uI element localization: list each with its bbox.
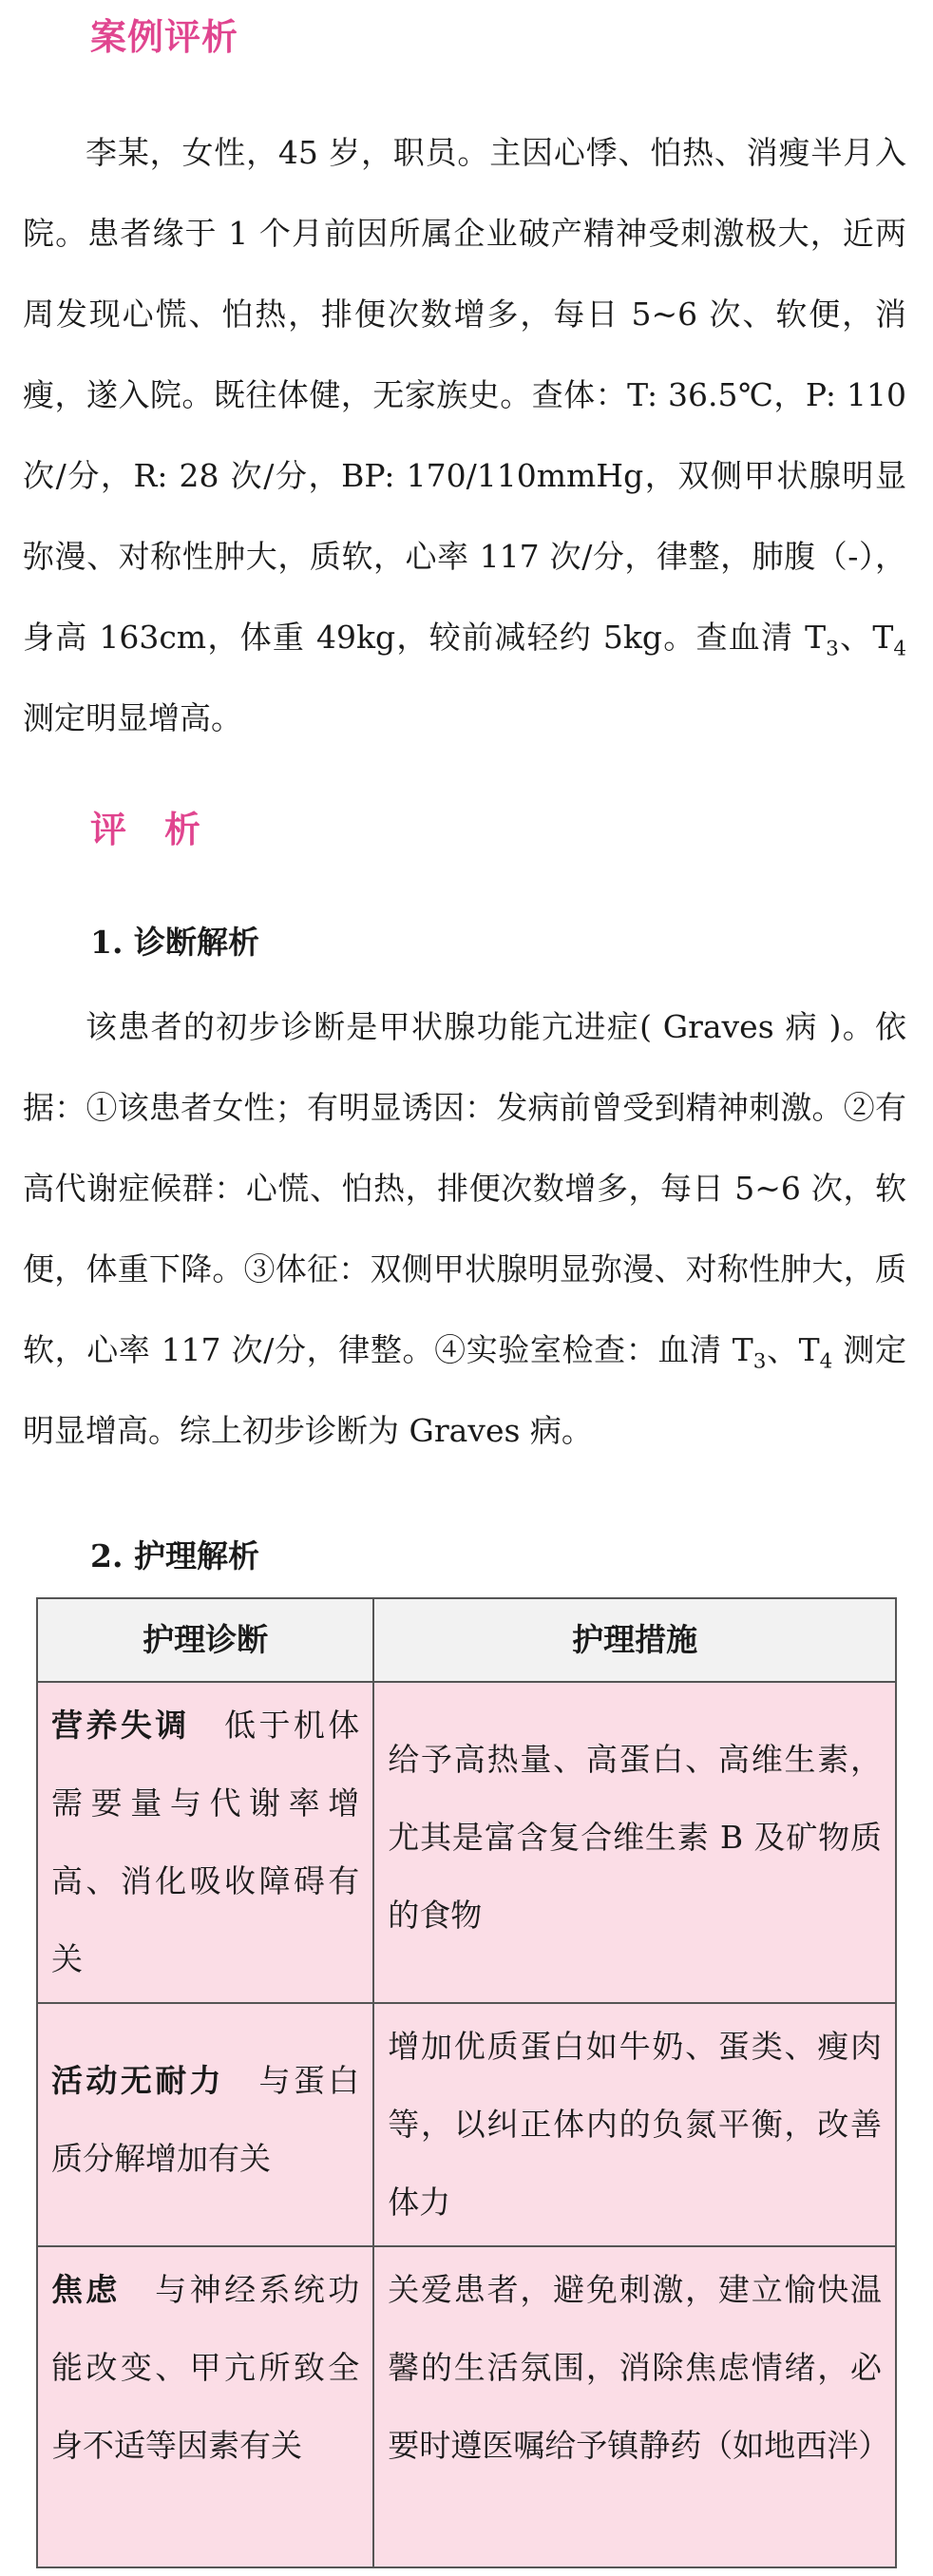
diagnosis-text-main: 该患者的初步诊断是甲状腺功能亢进症( Graves 病 )。依据：①该患者女性；有明显诱因：发病前曾受到精神刺激。②有高代谢症候群：心慌、怕热，排便次数增多，每日 5~6 次，软便，体重下降。③体征：双侧甲状腺明显弥漫、对称性肿大，质软，心率 117 次/分，律整。④实验室检查：血清 T: [23, 1008, 906, 1368]
diagnosis-name: 营养失调: [51, 1707, 190, 1744]
table-row: [37, 2003, 896, 2246]
measure-cell: [373, 1682, 896, 2003]
nursing-table: [36, 1597, 897, 2568]
nursing-heading: 2. 护理解析: [90, 1537, 259, 1574]
case-text-end: 测定明显增高。: [23, 699, 242, 736]
diagnosis-name: 活动无耐力: [51, 2062, 225, 2099]
analysis-section-title: 评 析: [90, 809, 202, 850]
diagnosis-heading: 1. 诊断解析: [90, 924, 259, 961]
diagnosis-cause: 与神经系统功能改变、甲亢所致全身不适等因素有关: [51, 2271, 360, 2464]
measure-text: 增加优质蛋白如牛奶、蛋类、瘦肉等，以纠正体内的负氮平衡，改善体力: [388, 2028, 882, 2221]
measure-text: 关爱患者，避免刺激，建立愉快温馨的生活氛围，消除焦虑情绪，必要时遵医嘱给予镇静药（如地西泮）: [388, 2271, 890, 2464]
diagnosis-text-sep: 、T: [766, 1331, 820, 1368]
diagnosis-name: 焦虑: [51, 2271, 121, 2308]
diagnosis-paragraph: [23, 986, 906, 1471]
table-row: [37, 1682, 896, 2003]
t4-subscript: 4: [893, 637, 906, 661]
diagnosis-cell: [37, 1682, 373, 2003]
case-text-sep: 、T: [838, 619, 894, 656]
measure-cell: [373, 2003, 896, 2246]
t4-subscript: 4: [819, 1349, 833, 1374]
header-diagnosis: 护理诊断: [37, 1598, 373, 1682]
t3-subscript: 3: [752, 1349, 767, 1374]
measure-text: 给予高热量、高蛋白、高维生素，尤其是富含复合维生素 B 及矿物质的食物: [388, 1741, 882, 1934]
diagnosis-cell: [37, 2003, 373, 2246]
table-row: [37, 2246, 896, 2567]
table-header-row: [37, 1598, 896, 1682]
case-paragraph: [23, 112, 906, 758]
diagnosis-cell: [37, 2246, 373, 2567]
t3-subscript: 3: [826, 637, 839, 661]
diagnosis-cause: 与蛋白质分解增加有关: [51, 2062, 360, 2177]
header-measure: 护理措施: [373, 1598, 896, 1682]
diagnosis-cause: 低于机体需要量与代谢率增高、消化吸收障碍有关: [51, 1707, 360, 1977]
diagnosis-text-end: 测定明显增高。综上初步诊断为 Graves 病。: [23, 1331, 906, 1449]
measure-cell: [373, 2246, 896, 2567]
case-text-main: 李某，女性，45 岁，职员。主因心悸、怕热、消瘦半月入院。患者缘于 1 个月前因所属企业破产精神受刺激极大，近两周发现心慌、怕热，排便次数增多，每日 5~6 次、软便，消瘦，遂入院。既往体健，无家族史。查体：T: 36.5℃，P: 110 次/分，R: 28 次/分，BP: 170/110mmHg，双侧甲状腺明显弥漫、对称性肿大，质软，心率 117 次/分，律整，肺腹（-），身高 163cm，体重 49kg，较前减轻约 5kg。查血清 T: [23, 134, 906, 656]
case-section-title: 案例评析: [90, 16, 239, 58]
